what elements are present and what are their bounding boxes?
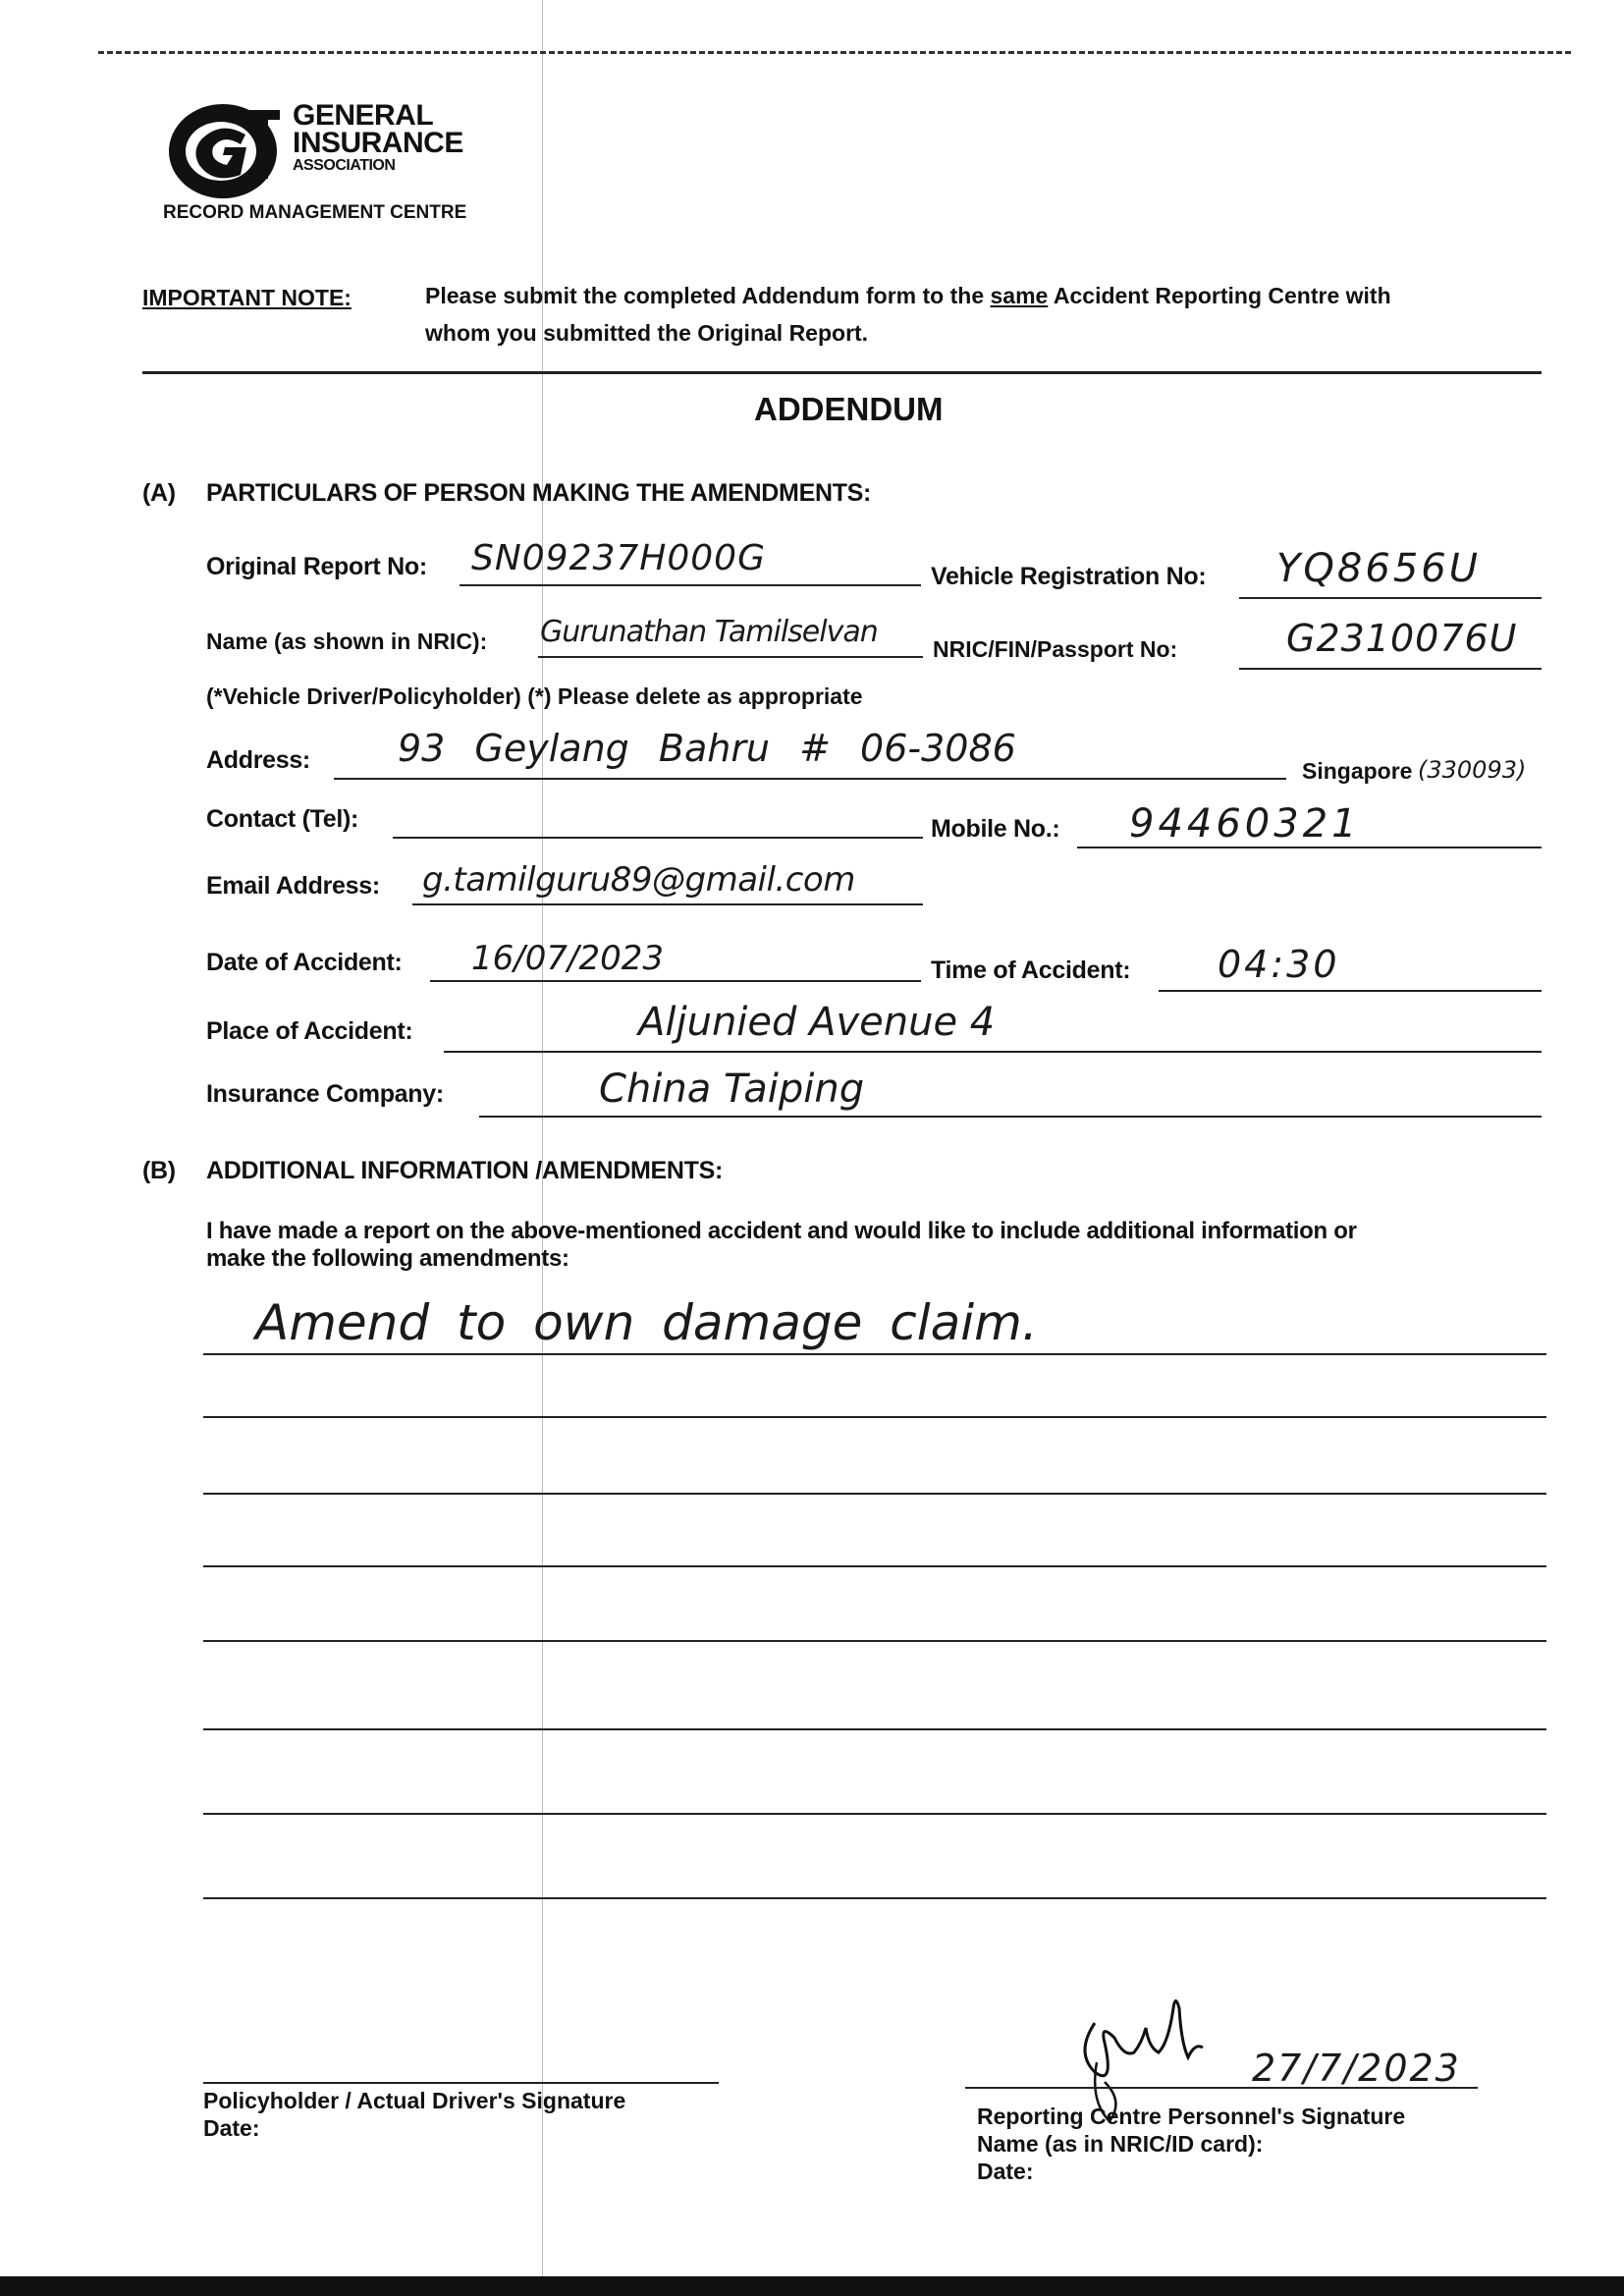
left-date-label: Date: xyxy=(203,2115,260,2141)
org-line-1: GENERAL xyxy=(293,99,434,132)
address-country: Singapore xyxy=(1302,758,1413,784)
address-label: Address: xyxy=(206,746,310,774)
amendment-line-4 xyxy=(203,1565,1546,1567)
name-underline xyxy=(538,656,923,658)
section-a-marker: (A) xyxy=(142,479,176,507)
insurance-company-label: Insurance Company: xyxy=(206,1080,444,1108)
org-name xyxy=(293,99,463,175)
place-of-accident-label: Place of Accident: xyxy=(206,1017,413,1045)
postal-code-value[interactable]: (330093) xyxy=(1418,756,1527,784)
time-of-accident-label: Time of Accident: xyxy=(931,957,1131,984)
org-line-3: ASSOCIATION xyxy=(293,157,396,174)
mobile-value[interactable]: 94460321 xyxy=(1129,801,1361,847)
org-line-2: INSURANCE xyxy=(293,127,463,159)
nric-underline xyxy=(1239,668,1542,670)
date-of-accident-label: Date of Accident: xyxy=(206,949,403,976)
right-signature-line xyxy=(965,2087,1478,2089)
nric-label: NRIC/FIN/Passport No: xyxy=(933,636,1178,662)
address-underline xyxy=(334,778,1286,780)
scan-edge-bottom xyxy=(0,2276,1624,2296)
gia-logo xyxy=(162,90,299,208)
section-b-marker: (B) xyxy=(142,1157,176,1184)
note-text-after: Accident Reporting Centre with xyxy=(1053,283,1391,308)
mobile-label: Mobile No.: xyxy=(931,815,1060,843)
section-b-heading: ADDITIONAL INFORMATION /AMENDMENTS: xyxy=(206,1157,724,1184)
contact-underline xyxy=(393,837,923,839)
amendment-line-8 xyxy=(203,1897,1546,1899)
section-b-intro-line-1: I have made a report on the above-mentioned accident and would like to include additional information or xyxy=(206,1218,1357,1244)
email-underline xyxy=(412,903,923,905)
mobile-underline xyxy=(1077,847,1542,848)
insurance-company-underline xyxy=(479,1116,1542,1118)
left-signature-line xyxy=(203,2082,719,2084)
org-subtitle: RECORD MANAGEMENT CENTRE xyxy=(163,202,467,223)
nric-value[interactable]: G2310076U xyxy=(1286,617,1518,660)
amendment-line-1 xyxy=(203,1353,1546,1355)
time-of-accident-value[interactable]: 04:30 xyxy=(1218,943,1340,986)
section-a-heading: PARTICULARS OF PERSON MAKING THE AMENDMENTS: xyxy=(206,479,872,507)
left-signature-label: Policyholder / Actual Driver's Signature xyxy=(203,2088,626,2113)
vehicle-registration-underline xyxy=(1239,597,1542,599)
vehicle-registration-label: Vehicle Registration No: xyxy=(931,563,1207,590)
email-value[interactable]: g.tamilguru89@gmail.com xyxy=(422,860,855,900)
amendment-line-5 xyxy=(203,1640,1546,1642)
original-report-value[interactable]: SN09237H000G xyxy=(471,538,766,578)
place-of-accident-underline xyxy=(444,1051,1542,1053)
contact-label: Contact (Tel): xyxy=(206,805,359,833)
amendment-line-2 xyxy=(203,1416,1546,1418)
section-b-intro-line-2: make the following amendments: xyxy=(206,1245,569,1272)
note-text-before: Please submit the completed Addendum form to the xyxy=(425,283,985,308)
insurance-company-value[interactable]: China Taiping xyxy=(599,1066,865,1112)
email-label: Email Address: xyxy=(206,872,380,900)
original-report-underline xyxy=(460,584,921,586)
name-label: Name (as shown in NRIC): xyxy=(206,629,488,654)
note-text-emphasis: same xyxy=(990,283,1049,308)
right-date-label: Date: xyxy=(977,2159,1034,2184)
role-note: (*Vehicle Driver/Policyholder) (*) Please delete as appropriate xyxy=(206,683,863,709)
right-signature-label: Reporting Centre Personnel's Signature xyxy=(977,2104,1406,2129)
amendment-line-6 xyxy=(203,1728,1546,1730)
date-of-accident-value[interactable]: 16/07/2023 xyxy=(471,939,664,978)
time-of-accident-underline xyxy=(1159,990,1542,992)
gia-logo-icon xyxy=(162,90,299,208)
address-value[interactable]: 93 Geylang Bahru # 06-3086 xyxy=(398,727,1016,770)
name-value[interactable]: Gurunathan Tamilselvan xyxy=(540,615,878,649)
right-name-label: Name (as in NRIC/ID card): xyxy=(977,2131,1264,2157)
amendment-text[interactable]: Amend to own damage claim. xyxy=(255,1294,1038,1351)
important-note-label: IMPORTANT NOTE: xyxy=(142,285,352,310)
page-title: ADDENDUM xyxy=(754,391,944,427)
important-note-line-2: whom you submitted the Original Report. xyxy=(425,320,869,346)
note-divider xyxy=(142,371,1542,374)
place-of-accident-value[interactable]: Aljunied Avenue 4 xyxy=(638,1000,996,1045)
date-of-accident-underline xyxy=(430,980,921,982)
amendment-line-3 xyxy=(203,1493,1546,1495)
amendment-line-7 xyxy=(203,1813,1546,1815)
important-note-line-1 xyxy=(425,283,1391,309)
personnel-signed-date[interactable]: 27/7/2023 xyxy=(1252,2047,1461,2090)
original-report-label: Original Report No: xyxy=(206,553,427,580)
vehicle-registration-value[interactable]: YQ8656U xyxy=(1276,546,1481,591)
scan-edge-top xyxy=(98,51,1571,54)
